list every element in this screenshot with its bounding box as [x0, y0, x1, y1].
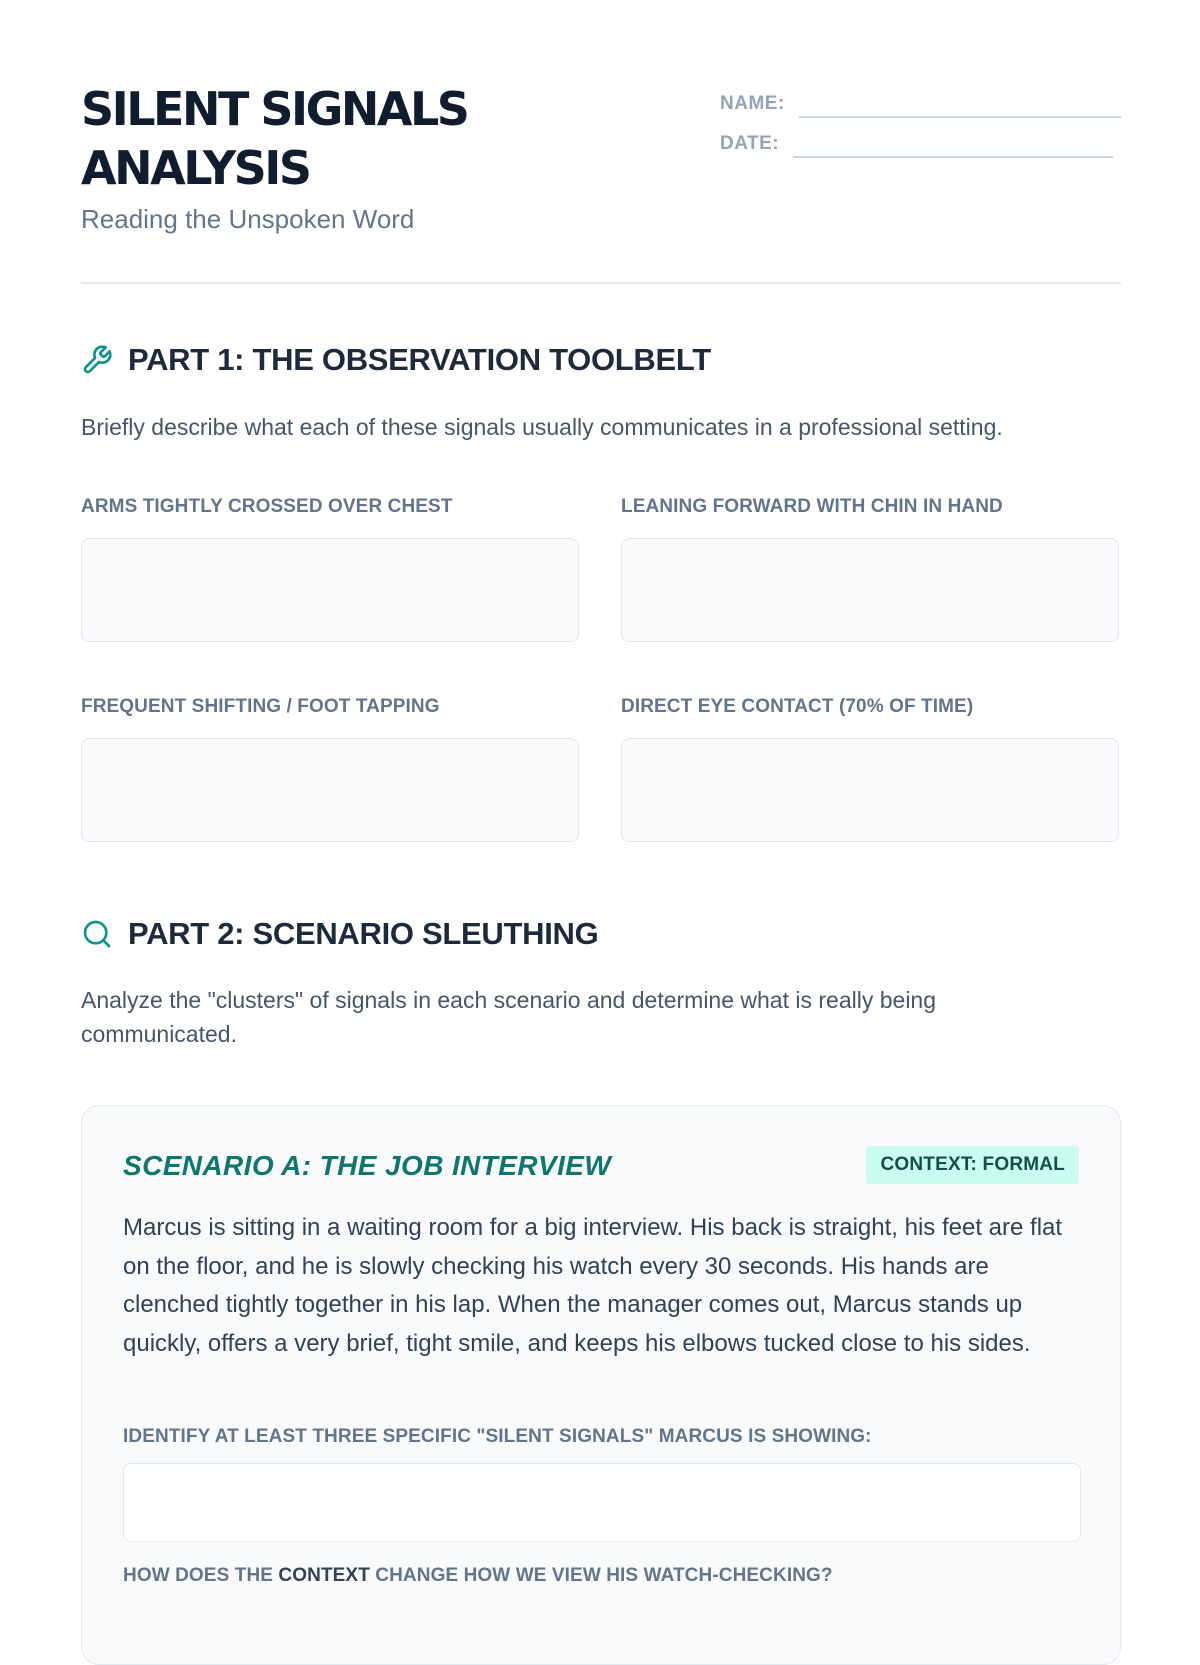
scenario-a-card	[81, 1105, 1121, 1665]
name-row	[720, 78, 1121, 118]
student-info	[720, 78, 1121, 158]
name-label: NAME:	[720, 93, 785, 114]
part1-description: Briefly describe what each of these signals usually communicates in a professional setting.	[81, 414, 1003, 440]
wrench-icon	[81, 344, 113, 376]
question-context-pre: HOW DOES THE	[123, 1565, 279, 1586]
part2-heading	[81, 916, 598, 952]
part1-heading	[81, 342, 711, 378]
title-line-1: SILENT SIGNALS	[81, 82, 468, 136]
date-label: DATE:	[720, 133, 780, 154]
question-context	[123, 1565, 833, 1587]
question-context-bold: CONTEXT	[278, 1565, 370, 1586]
answer-box-foot-tapping[interactable]	[81, 738, 579, 842]
page-title	[81, 80, 467, 198]
worksheet-page	[81, 0, 1121, 1586]
answer-box-arms-crossed[interactable]	[81, 538, 579, 642]
date-row	[720, 118, 1121, 158]
field-label-leaning-forward: LEANING FORWARD WITH CHIN IN HAND	[621, 496, 1003, 517]
field-label-arms-crossed: ARMS TIGHTLY CROSSED OVER CHEST	[81, 496, 453, 517]
search-icon	[81, 918, 113, 950]
answer-box-signals[interactable]	[123, 1463, 1081, 1542]
worksheet-header	[81, 0, 1121, 284]
part2-title: PART 2: SCENARIO SLEUTHING	[128, 916, 599, 951]
scenario-a-text: Marcus is sitting in a waiting room for a big interview. His back is straight, his feet are flat on the floor, and he is slowly checking his watch every 30 seconds. His hands are clenched tightly together in his lap. When the manager comes out, Marcus stands up quickly, offers a very brief, tight smile, and keeps his elbows tucked close to his sides.	[123, 1214, 1063, 1357]
field-label-foot-tapping: FREQUENT SHIFTING / FOOT TAPPING	[81, 696, 440, 717]
context-badge: CONTEXT: FORMAL	[866, 1146, 1079, 1184]
page-subtitle: Reading the Unspoken Word	[81, 204, 415, 234]
part1-title: PART 1: THE OBSERVATION TOOLBELT	[128, 342, 711, 377]
field-label-eye-contact: DIRECT EYE CONTACT (70% OF TIME)	[621, 696, 974, 717]
answer-box-leaning-forward[interactable]	[621, 538, 1119, 642]
part2-description: Analyze the "clusters" of signals in each scenario and determine what is really being communicated.	[81, 987, 937, 1047]
date-field[interactable]	[793, 130, 1113, 158]
scenario-a-title: SCENARIO A: THE JOB INTERVIEW	[123, 1150, 612, 1181]
question-identify-signals: IDENTIFY AT LEAST THREE SPECIFIC "SILENT SIGNALS" MARCUS IS SHOWING:	[123, 1426, 872, 1447]
name-field[interactable]	[799, 90, 1121, 118]
question-context-post: CHANGE HOW WE VIEW HIS WATCH-CHECKING?	[369, 1565, 833, 1586]
answer-box-eye-contact[interactable]	[621, 738, 1119, 842]
title-line-2: ANALYSIS	[81, 141, 310, 195]
